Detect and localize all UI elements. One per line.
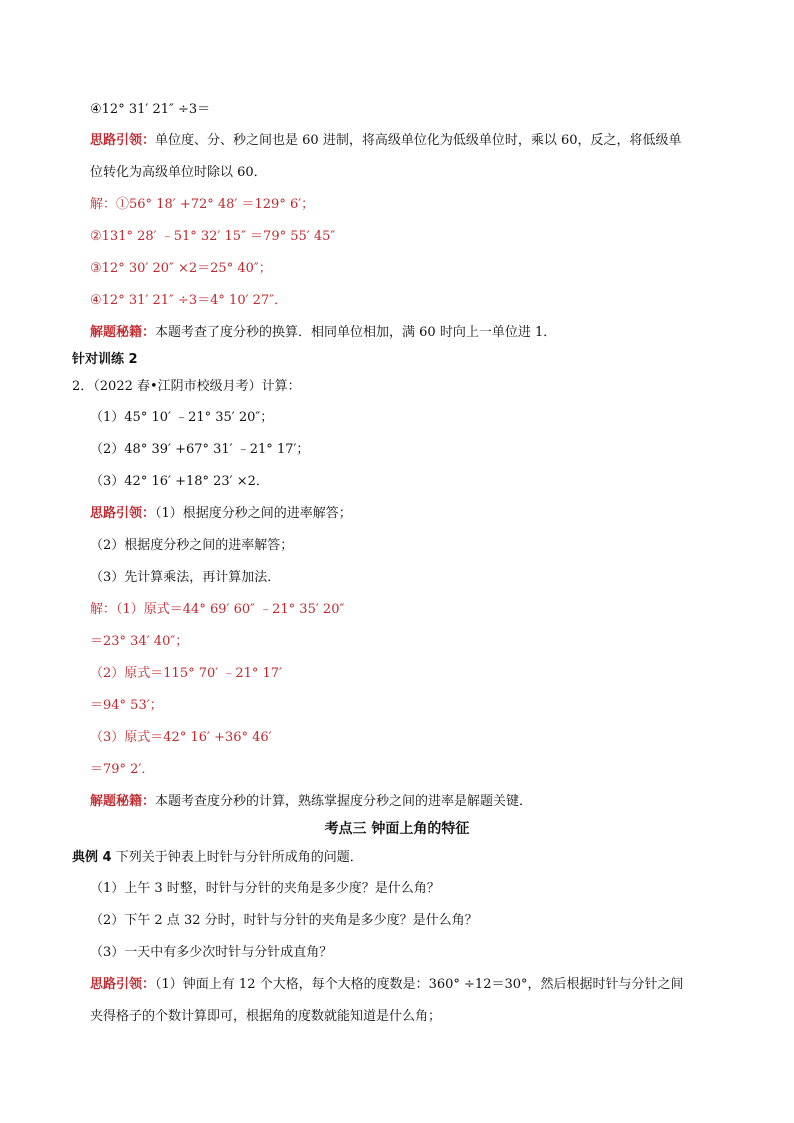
problem-1-solution-3: ③12° 30′ 20″ ×2＝25° 40″；	[90, 261, 272, 276]
training-solution-1a	[90, 601, 344, 619]
example-intro-text: 下列关于钟表上时针与分针所成角的问题．	[115, 850, 363, 865]
secret-text: 本题考查度分秒的计算，熟练掌握度分秒之间的进率是解题关键．	[155, 794, 533, 809]
problem-1-hint-line-1	[90, 132, 682, 150]
hint-text: 单位度、分、秒之间也是 60 进制，将高级单位化为低级单位时，乘以 60，反之，将低级单	[155, 133, 682, 148]
training-header: 针对训练 2	[72, 352, 138, 367]
training-secret	[90, 793, 532, 811]
secret-label: 解题秘籍：	[90, 325, 156, 340]
training-question-2: （2）48° 39′ +67° 31′ ﹣21° 17′；	[90, 442, 310, 457]
example-4-question-3: （3）一天中有多少次时针与分针成直角？	[90, 945, 333, 960]
training-hint-3: （3）先计算乘法，再计算加法．	[90, 570, 281, 585]
example-label: 典例 4	[72, 850, 112, 865]
training-solution-2b: ＝94° 53′；	[90, 698, 163, 713]
training-question-intro: 2．（2022 春•江阴市校级月考）计算：	[72, 379, 301, 394]
secret-label: 解题秘籍：	[90, 794, 156, 809]
hint-label: 思路引领：	[90, 506, 156, 521]
training-question-1: （1）45° 10′ ﹣21° 35′ 20″；	[90, 410, 274, 425]
solution-text: （1）原式＝44° 69′ 60″ ﹣21° 35′ 20″	[116, 602, 345, 617]
hint-label: 思路引领：	[90, 133, 156, 148]
problem-1-solution-4: ④12° 31′ 21″ ÷3＝4° 10′ 27″．	[90, 293, 288, 308]
example-4-question-2: （2）下午 2 点 32 分时，时针与分针的夹角是多少度？是什么角？	[90, 913, 478, 928]
example-4-hint-line-1	[90, 976, 684, 994]
solution-label: 解：	[90, 602, 117, 617]
example-4-hint-line-2: 夹得格子的个数计算即可，根据角的度数就能知道是什么角；	[90, 1009, 442, 1024]
solution-label: 解：	[90, 197, 117, 212]
problem-1-secret	[90, 324, 556, 342]
training-solution-3b: ＝79° 2′．	[90, 762, 155, 777]
secret-text: 本题考查了度分秒的换算．相同单位相加，满 60 时向上一单位进 1．	[155, 325, 557, 340]
training-solution-1b: ＝23° 34′ 40″；	[90, 634, 189, 649]
training-hint-2: （2）根据度分秒之间的进率解答；	[90, 538, 294, 553]
solution-text: ①56° 18′ +72° 48′ ＝129° 6′；	[116, 197, 315, 212]
training-solution-3a: （3）原式＝42° 16′ +36° 46′	[90, 730, 272, 745]
training-question-3: （3）42° 16′ +18° 23′ ×2．	[90, 474, 269, 489]
hint-text: （1）根据度分秒之间的进率解答；	[155, 506, 352, 521]
training-hint-1	[90, 505, 352, 523]
section-title: 考点三 钟面上角的特征	[324, 821, 470, 837]
hint-label: 思路引领：	[90, 977, 156, 992]
example-4-intro	[72, 849, 363, 867]
problem-1-solution-2: ②131° 28′ ﹣51° 32′ 15″ ＝79° 55′ 45″	[90, 229, 336, 244]
example-4-question-1: （1）上午 3 时整，时针与分针的夹角是多少度？是什么角？	[90, 881, 440, 896]
problem-1-solution-1	[90, 196, 314, 214]
problem-1-question-4: ④12° 31′ 21″ ÷3＝	[90, 102, 211, 117]
hint-text: （1）钟面上有 12 个大格，每个大格的度数是：360° ÷12＝30°，然后根据时针与分针之间	[155, 977, 684, 992]
problem-1-hint-line-2: 位转化为高级单位时除以 60．	[90, 165, 267, 180]
training-solution-2a: （2）原式＝115° 70′ ﹣21° 17′	[90, 666, 283, 681]
